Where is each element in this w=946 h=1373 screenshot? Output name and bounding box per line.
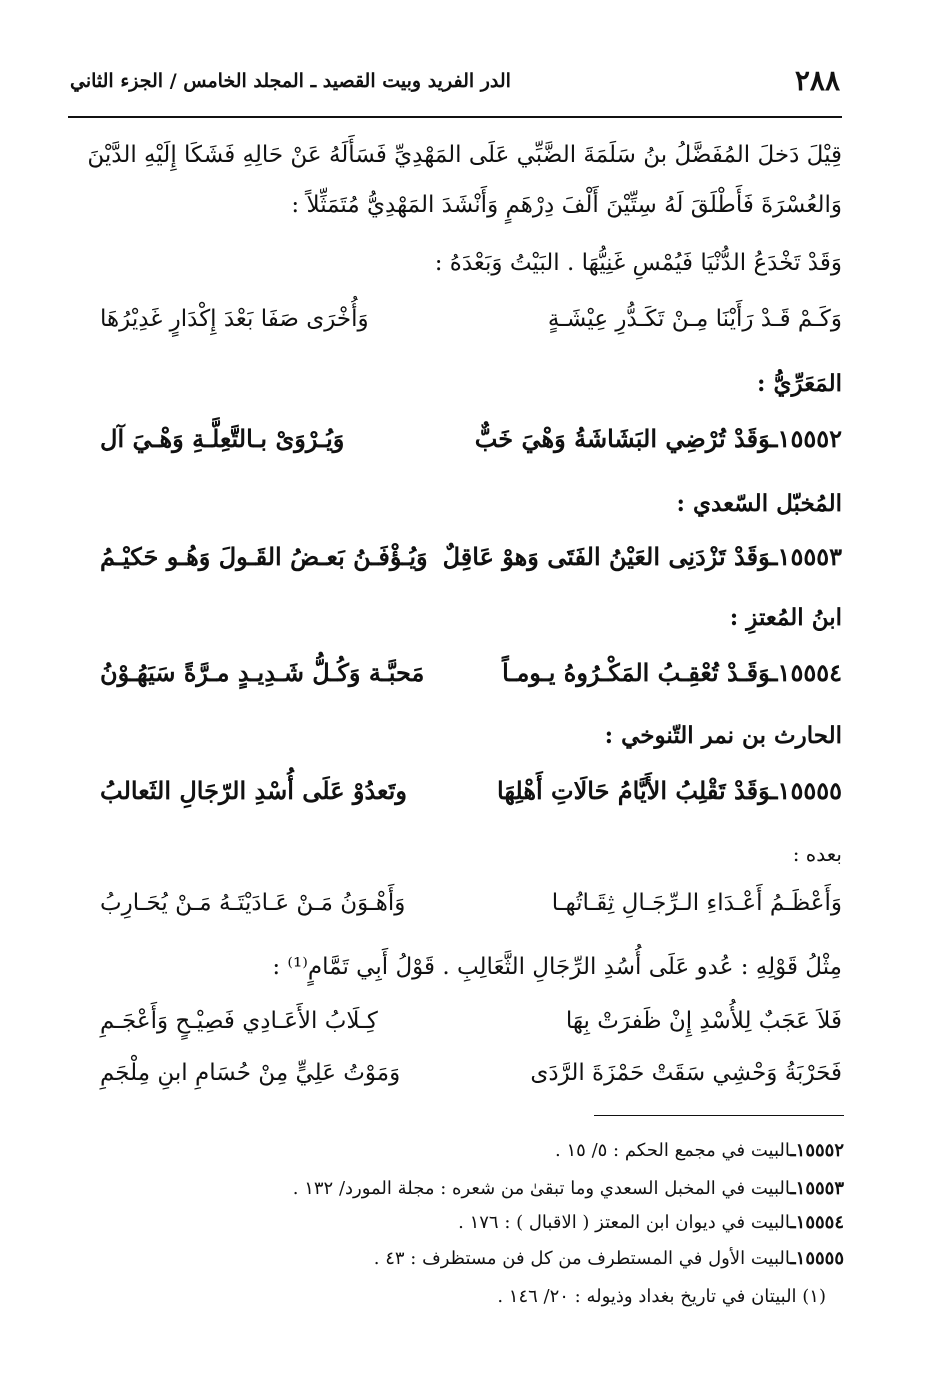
page-header (70, 64, 840, 104)
verse-number: ١٥٥٥٤ـ (770, 658, 842, 687)
footnote-number: ١٥٥٥٤ـ (790, 1212, 844, 1233)
verse-c-first-hemistich: فَلاَ عَجَبٌ لِلأُسْدِ إِنْ ظَفرَتْ بِهَا (565, 1008, 842, 1034)
intro-line-2: وَالعُسْرَةَ فَأَطْلَقَ لَهُ سِتِّيْنَ أَلْفَ دِرْهَمٍ وَأَنْشَدَ المَهْدِيُّ مُتَمَثِّلاً : (291, 192, 842, 218)
poet-name: ابنُ المُعتزِ : (729, 604, 842, 631)
verse-b-first-hemistich: وَأَعْظَـمُ أَعْـدَاءِ الـرِّجَـالِ ثِقَـاتُهـا (551, 890, 842, 916)
verse-15552 (100, 424, 842, 464)
intro-line-4: مِثْلُ قَوْلِهِ : عُدو عَلَى أُسُدِ الرِّجَالِ الثَّعَالِبِ . قَوْلُ أَبِي تَمَّامٍ⁽¹⁾ : (272, 954, 842, 980)
verse-b-second-hemistich: وَأَهْـوَنُ مَـنْ عَـادَيْتَـهُ مَـنْ يُحَـارِبُ (100, 890, 406, 916)
footnote-text: البيت في ديوان ابن المعتز ( الاقبال ) : ١٧٦ . (458, 1212, 791, 1233)
verse-15555 (100, 776, 842, 816)
intro-line-1: قِيْلَ دَخلَ المُفَضَّلُ بنُ سَلَمَةَ الضَّبِّي عَلَى المَهْدِيِّ فَسَأَلَهُ عَنْ حَالِهِ فَشَكَا إِلَيْهِ الدَّيْنَ (87, 142, 842, 168)
verse-d (100, 1060, 842, 1100)
verse-first-hemistich: وَقَدْ تَقْلِبُ الأَيَّامُ حَالَاتِ أَهْلِهَا (497, 776, 771, 805)
after-label: بعده : (792, 842, 842, 866)
poet-name: المُخبّل السّعدي : (676, 490, 842, 517)
verse-c (100, 1008, 842, 1048)
verse-second-hemistich: وتَعدُوْ عَلَى أُسْدِ الرّجَالِ الثَعالبُ (100, 776, 407, 805)
intro-line-3: وَقَدْ تَخْدَعُ الدُّنْيَا فَيُمْسِ غَنِيُّهَا . البَيْتُ وَبَعْدَهُ : (434, 250, 842, 276)
verse-a-second-hemistich: وَأُخْرَى صَفَا بَعْدَ إِكْدَارٍ غَدِيْرُهَا (100, 306, 369, 332)
verse-second-hemistich: وَيُـؤْفَـنُ بَعـضُ القَـولَ وَهُـو حَكيْـمُ (100, 542, 428, 571)
footnote (497, 1286, 826, 1307)
verse-d-first-hemistich: فَحَرْبَةُ وَحْشِي سَقَتْ حَمْزَةَ الرَّدَى (530, 1060, 842, 1086)
poet-name: الحارث بن نمر التّنوخي : (604, 722, 842, 749)
verse-second-hemistich: وَيُـرْوَىْ بـالتَّعِلَّـةِ وَهْـيَ آل (100, 424, 345, 453)
verse-number: ١٥٥٥٥ـ (770, 776, 842, 805)
footnote-text: البيت في المخبل السعدي وما تبقىٰ من شعره : مجلة المورد/ ١٣٢ . (292, 1178, 791, 1199)
footnote-number: ١٥٥٥٣ـ (790, 1178, 844, 1199)
footnote-number: ١٥٥٥٢ـ (790, 1140, 844, 1161)
poet-name: المَعَرِّيُّ : (757, 370, 842, 397)
footnote-text: البيت في مجمع الحكم : ٥/ ١٥ . (555, 1140, 791, 1161)
footnote (555, 1140, 844, 1161)
footnote-rule (594, 1115, 844, 1116)
verse-b (100, 890, 842, 930)
verse-d-second-hemistich: وَمَوْتُ عَلِيٍّ مِنْ حُسَامِ ابنِ مِلْجَمِ (100, 1060, 401, 1086)
page-number: ٢٨٨ (794, 64, 840, 97)
verse-15554 (100, 658, 842, 698)
verse-15553 (100, 542, 842, 582)
footnote-text: (١) البيتان في تاريخ بغداد وذيوله : ٢٠/ ١٤٦ . (497, 1286, 826, 1307)
verse-second-hemistich: مَحبَّـة وَكُـلُّ شَـدِيـدٍ مـرَّةً سَيَهُـوْنُ (100, 658, 425, 687)
verse-first-hemistich: وَقَدْ تَزْدَنِى العَيْنُ الفَتَى وَهوْ عَاقِلٌ (442, 542, 771, 571)
verse-number: ١٥٥٥٣ـ (770, 542, 842, 571)
footnote-text: البيت الأول في المستطرف من كل فن مستظرف : ٤٣ . (373, 1248, 791, 1269)
footnote (458, 1212, 844, 1233)
header-rule (68, 116, 842, 118)
running-title: الدر الفريد وبيت القصيد ـ المجلد الخامس / الجزء الثاني (70, 70, 511, 92)
footnote (293, 1178, 844, 1199)
footnote-number: ١٥٥٥٥ـ (790, 1248, 844, 1269)
verse-first-hemistich: وَقَدْ تُرْضِي البَشَاشَةُ وَهْيَ خَبٌّ (474, 424, 771, 453)
verse-a (100, 306, 842, 346)
verse-a-first-hemistich: وَكَـمْ قَـدْ رَأَيْنَا مِـنْ تَكَـدُّرِ عِيْشَـةٍ (547, 306, 842, 332)
verse-first-hemistich: وَقَـدْ تُعْقِـبُ المَكْـرُوهُ يـومـاً (502, 658, 771, 687)
verse-c-second-hemistich: كِـلَابُ الأَعَـادِي فَصِيْـحٍ وَأَعْجَـمِ (100, 1008, 378, 1034)
footnote (374, 1248, 844, 1269)
verse-number: ١٥٥٥٢ـ (770, 424, 842, 453)
